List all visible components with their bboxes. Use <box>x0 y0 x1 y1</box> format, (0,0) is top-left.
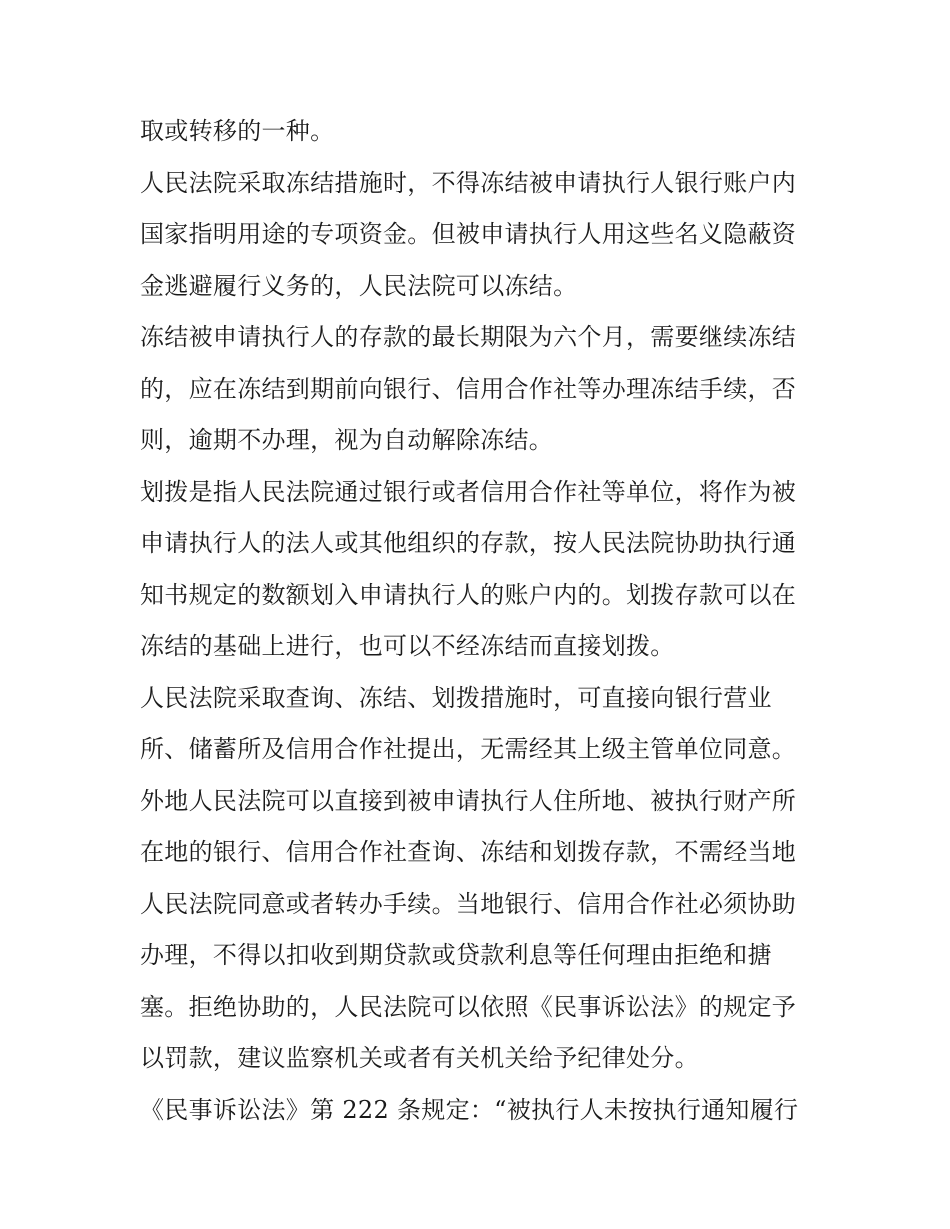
text-line: 以罚款，建议监察机关或者有关机关给予纪律处分。 <box>140 1044 699 1072</box>
text-line: 人民法院采取冻结措施时，不得冻结被申请执行人银行账户内 <box>140 168 797 197</box>
text-line: 国家指明用途的专项资金。但被申请执行人用这些名义隐蔽资 <box>140 220 797 248</box>
text-line: 申请执行人的法人或其他组织的存款，按人民法院协助执行通 <box>140 529 797 557</box>
text-line: 划拨是指人民法院通过银行或者信用合作社等单位，将作为被 <box>140 477 797 506</box>
document-body <box>140 106 820 1136</box>
text-line: 金逃避履行义务的，人民法院可以冻结。 <box>140 271 578 300</box>
text-line: 《民事诉讼法》第 222 条规定：“被执行人未按执行通知履行 <box>140 1095 799 1124</box>
text-line: 人民法院同意或者转办手续。当地银行、信用合作社必须协助 <box>140 889 797 918</box>
text-line: 知书规定的数额划入申请执行人的账户内的。划拨存款可以在 <box>140 580 797 609</box>
text-line: 的，应在冻结到期前向银行、信用合作社等办理冻结手续，否 <box>140 374 797 403</box>
text-line: 冻结的基础上进行，也可以不经冻结而直接划拨。 <box>140 632 675 660</box>
text-line: 取或转移的一种。 <box>140 117 335 145</box>
text-line: 在地的银行、信用合作社查询、冻结和划拨存款，不需经当地 <box>140 838 797 866</box>
text-line: 人民法院采取查询、冻结、划拨措施时，可直接向银行营业 <box>140 683 772 712</box>
text-line: 则，逾期不办理，视为自动解除冻结。 <box>140 426 554 454</box>
text-line: 所、储蓄所及信用合作社提出，无需经其上级主管单位同意。 <box>140 735 797 763</box>
text-line: 塞。拒绝协助的，人民法院可以依照《民事诉讼法》的规定予 <box>140 992 797 1021</box>
text-line: 办理，不得以扣收到期贷款或贷款利息等任何理由拒绝和搪 <box>140 941 772 969</box>
text-line: 外地人民法院可以直接到被申请执行人住所地、被执行财产所 <box>140 786 797 815</box>
text-line: 冻结被申请执行人的存款的最长期限为六个月，需要继续冻结 <box>140 323 797 351</box>
